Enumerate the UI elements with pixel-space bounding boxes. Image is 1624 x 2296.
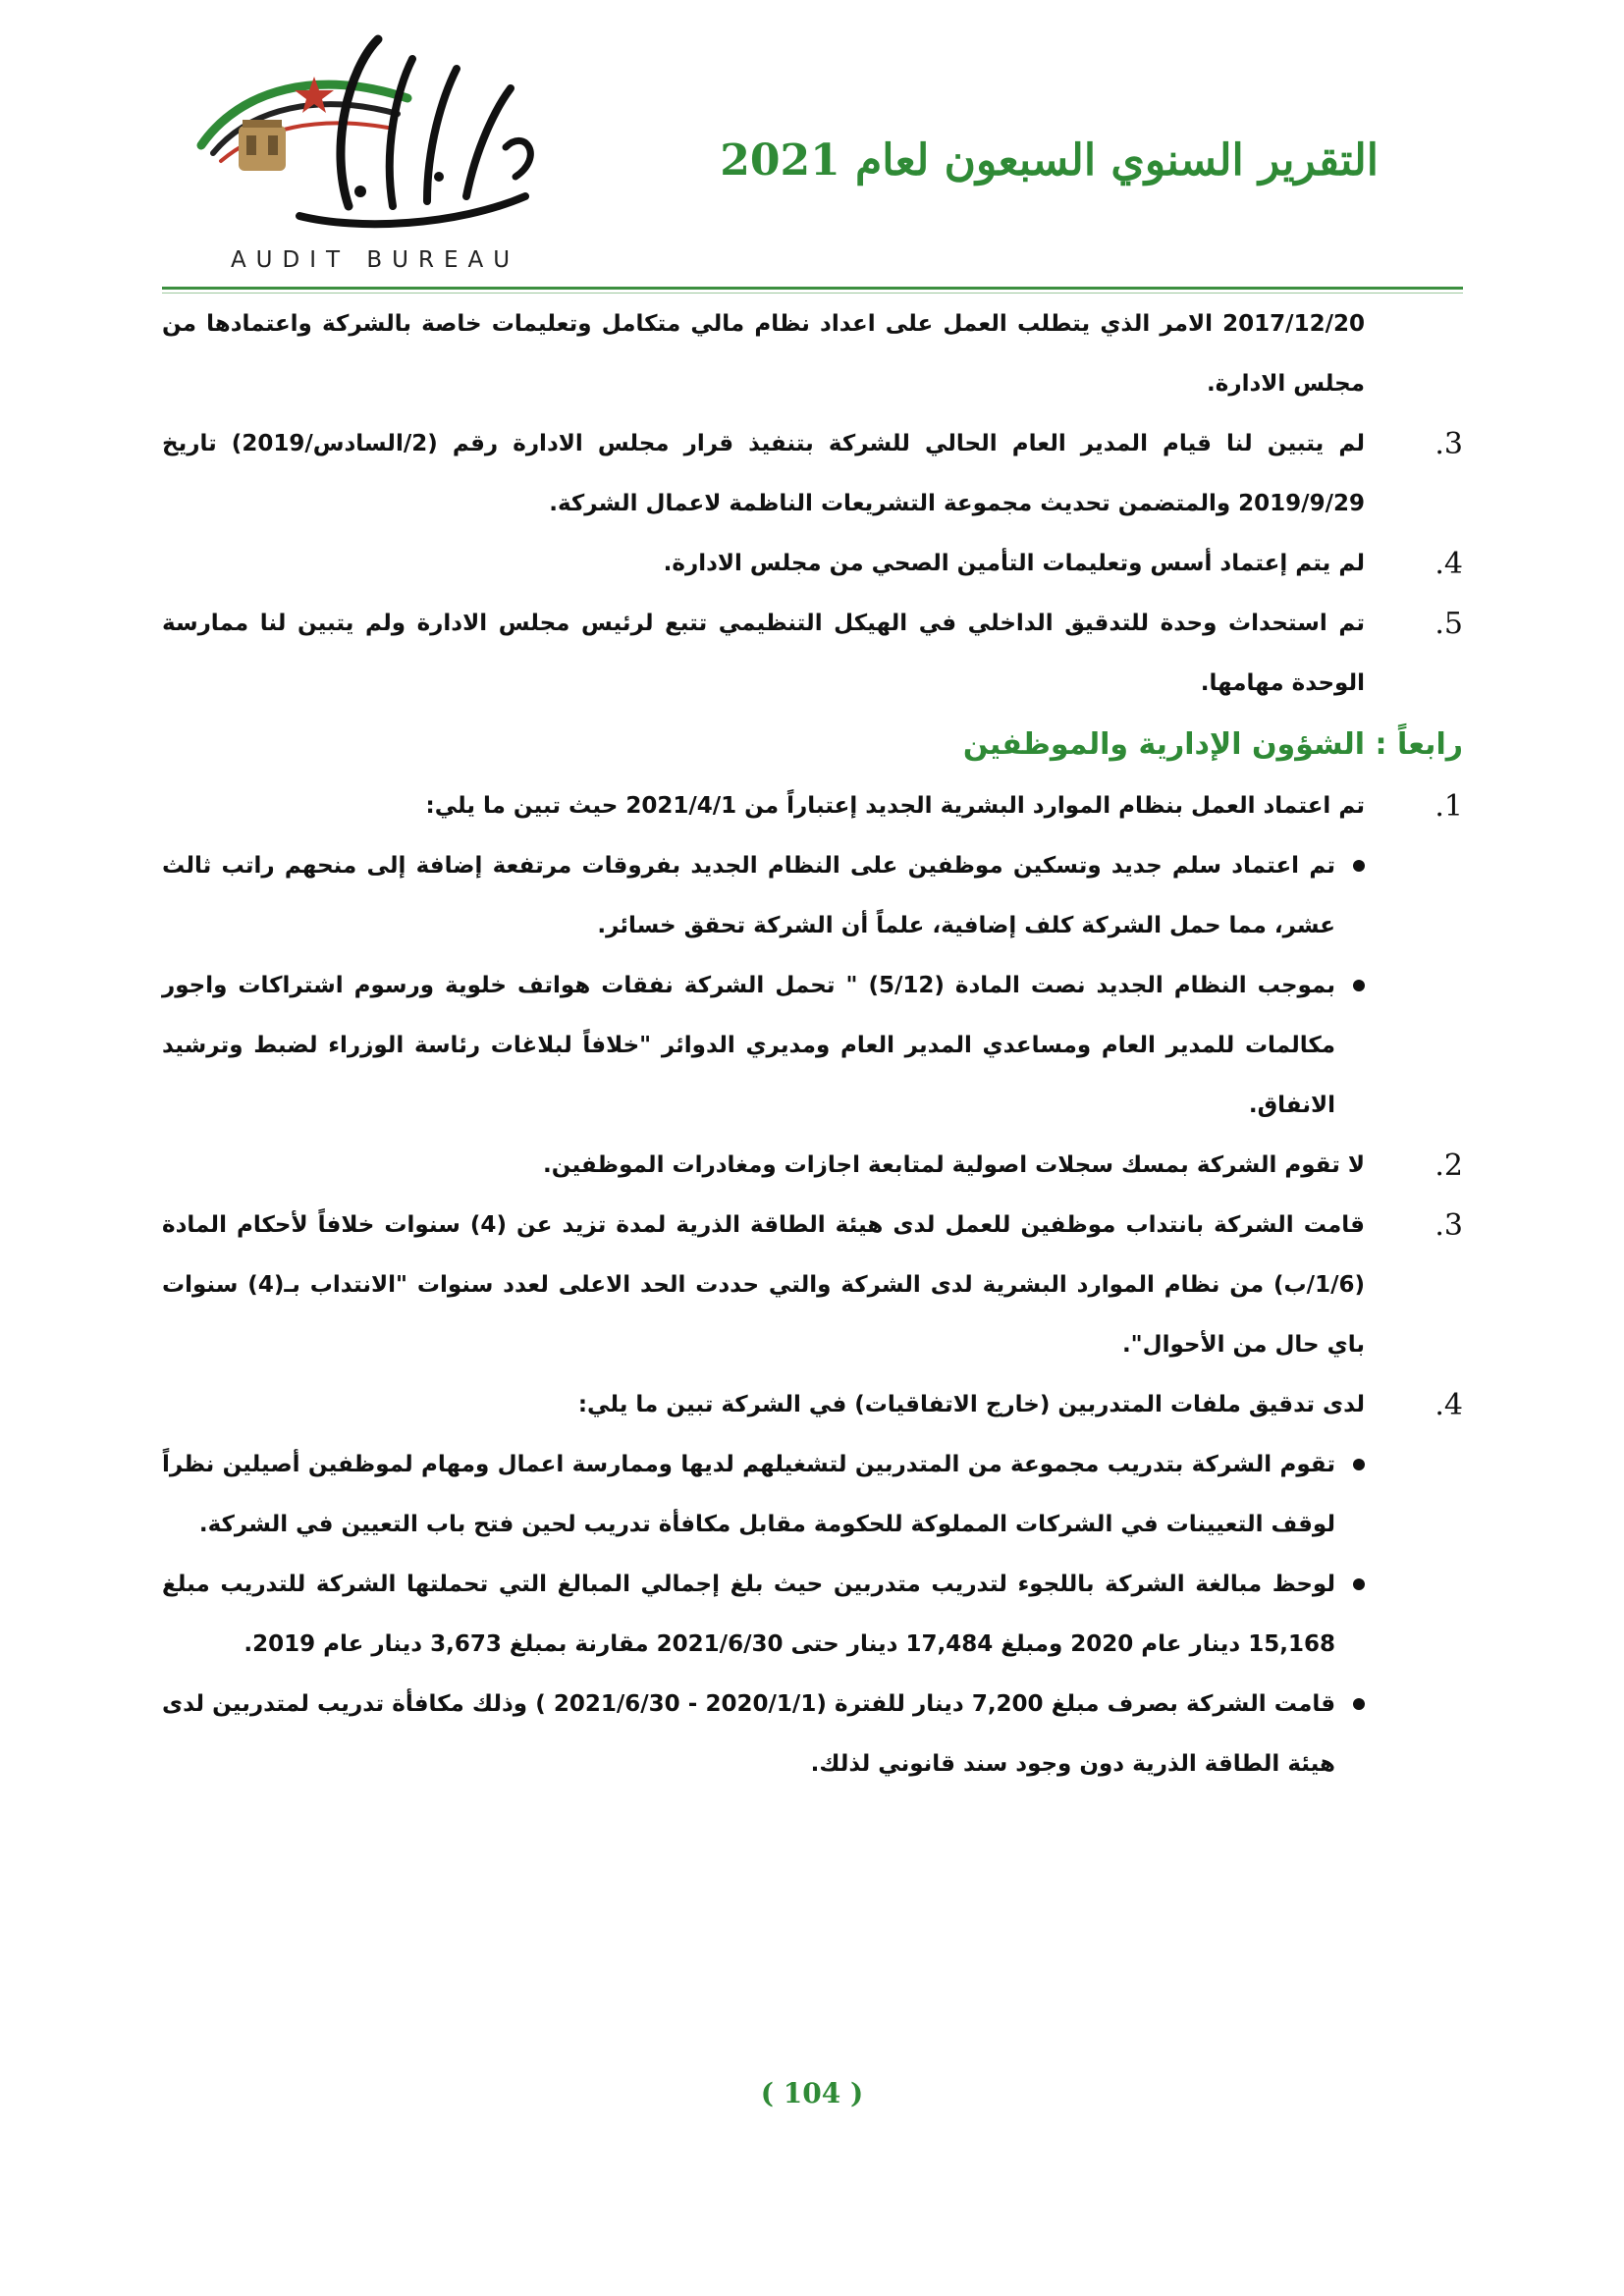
header-divider-thin	[162, 293, 1463, 294]
bullet-dot-icon	[1353, 1459, 1365, 1470]
item-number: 1.	[1435, 789, 1463, 824]
document-body	[162, 294, 1463, 2042]
section-heading: رابعاً : الشؤون الإدارية والموظفين	[962, 727, 1463, 762]
bullet-dot-icon	[1353, 1578, 1365, 1590]
numbered-item	[162, 1136, 1463, 1196]
header-divider	[162, 287, 1463, 290]
logo-text: AUDIT BUREAU	[230, 247, 520, 273]
bullet-text: قامت الشركة بصرف مبلغ 7,200 دينار للفترة (2020/1/1 - 2021/6/30 ) وذلك مكافأة تدريب لمتدربين لدى هيئة الطاقة الذرية دون وجود سند قانوني لذلك.	[162, 1691, 1336, 1777]
numbered-item	[162, 1196, 1463, 1375]
page-number: ( 104 )	[760, 2077, 864, 2109]
bullet-text: تقوم الشركة بتدريب مجموعة من المتدربين لتشغيلهم لديها وممارسة اعمال ومهام لموظفين أصيلين نظراً لوقف التعيينات في الشركات المملوكة للحكومة مقابل مكافأة تدريب لحين فتح باب التعيين في الشركة.	[162, 1452, 1335, 1537]
item-number: 3.	[1435, 1208, 1463, 1243]
audit-bureau-logo	[182, 29, 565, 273]
numbered-item	[162, 534, 1463, 594]
logo-calligraphy-icon	[182, 29, 565, 255]
item-text: لم يتم إعتماد أسس وتعليمات التأمين الصحي من مجلس الادارة.	[663, 551, 1365, 576]
bullet-item	[162, 1675, 1463, 1794]
item-number: 2.	[1435, 1148, 1463, 1183]
item-number: 3.	[1435, 427, 1463, 461]
item-text: تم اعتماد العمل بنظام الموارد البشرية الجديد إعتباراً من 2021/4/1 حيث تبين ما يلي:	[425, 793, 1365, 819]
item-text: قامت الشركة بانتداب موظفين للعمل لدى هيئة الطاقة الذرية لمدة تزيد عن (4) سنوات خلافاً لأحكام المادة (1/6/ب) من نظام الموارد البشرية لدى الشركة والتي حددت الحد الاعلى لعدد سنوات "الانتداب بـ(4) سنوات باي حال من الأحوال".	[162, 1212, 1365, 1358]
bullet-item	[162, 1555, 1463, 1675]
report-title: التقرير السنوي السبعون لعام 2021	[720, 135, 1379, 186]
item-text: لم يتبين لنا قيام المدير العام الحالي للشركة بتنفيذ قرار مجلس الادارة رقم (2/السادس/2019) تاريخ 2019/9/29 والمتضمن تحديث مجموعة التشريعات الناظمة لاعمال الشركة.	[162, 431, 1365, 516]
numbered-item	[162, 594, 1463, 714]
item-number: 4.	[1435, 547, 1463, 581]
bullet-text: تم اعتماد سلم جديد وتسكين موظفين على النظام الجديد بفروقات مرتفعة إضافة إلى منحهم راتب ثالث عشر، مما حمل الشركة كلف إضافية، علماً أن الشركة تحقق خسائر.	[162, 853, 1335, 938]
numbered-item	[162, 414, 1463, 534]
bullet-dot-icon	[1353, 1698, 1365, 1710]
item-text: تم استحداث وحدة للتدقيق الداخلي في الهيكل التنظيمي تتبع لرئيس مجلس الادارة ولم يتبين لنا ممارسة الوحدة مهامها.	[162, 611, 1365, 696]
bullet-item	[162, 1435, 1463, 1555]
page-header	[0, 0, 1624, 294]
item-number: 4.	[1435, 1388, 1463, 1422]
bullet-dot-icon	[1353, 980, 1365, 991]
bullet-item	[162, 956, 1463, 1136]
item-number: 5.	[1435, 607, 1463, 641]
bullet-item	[162, 836, 1463, 956]
bullet-text: لوحظ مبالغة الشركة باللجوء لتدريب متدربين حيث بلغ إجمالي المبالغ التي تحملتها الشركة للتدريب مبلغ 15,168 دينار عام 2020 ومبلغ 17,484 دينار حتى 2021/6/30 مقارنة بمبلغ 3,673 دينار عام 2019.	[162, 1572, 1335, 1657]
numbered-item	[162, 776, 1463, 836]
item-text: لا تقوم الشركة بمسك سجلات اصولية لمتابعة اجازات ومغادرات الموظفين.	[543, 1152, 1365, 1178]
item-text: لدى تدقيق ملفات المتدربين (خارج الاتفاقيات) في الشركة تبين ما يلي:	[577, 1392, 1365, 1417]
bullet-text: بموجب النظام الجديد نصت المادة (5/12) " تحمل الشركة نفقات هواتف خلوية ورسوم اشتراكات واجور مكالمات للمدير العام ومساعدي المدير العام ومديري الدوائر "خلافاً لبلاغات رئاسة الوزراء لضبط وترشيد الانفاق.	[162, 973, 1335, 1118]
bullet-dot-icon	[1353, 860, 1365, 872]
numbered-item	[162, 1375, 1463, 1435]
continued-paragraph: 2017/12/20 الامر الذي يتطلب العمل على اعداد نظام مالي متكامل وتعليمات خاصة بالشركة واعتمادها من مجلس الادارة.	[162, 311, 1365, 397]
